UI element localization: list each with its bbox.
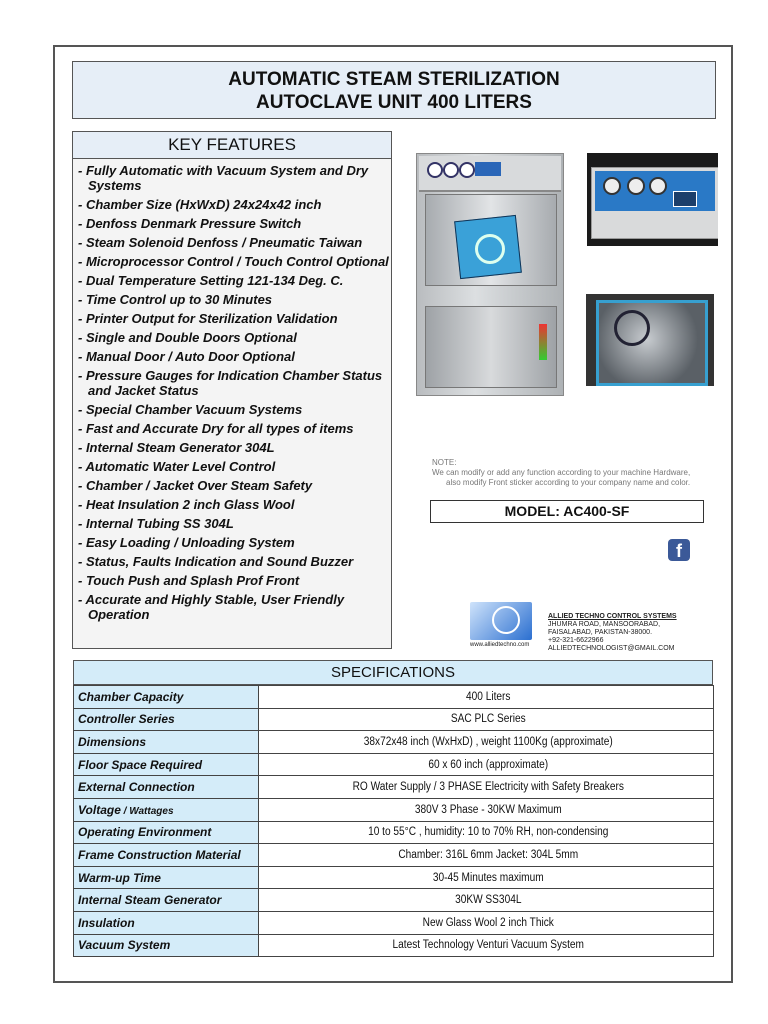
feature-item: - Steam Solenoid Denfoss / Pneumatic Taiwan [78, 235, 363, 250]
gauge-icon [443, 162, 459, 178]
table-row [74, 889, 714, 912]
feature-item: - Manual Door / Auto Door Optional [78, 349, 295, 364]
spec-value: SAC PLC Series [286, 708, 686, 731]
spec-label: Vacuum System [74, 934, 259, 957]
title-line-1: AUTOMATIC STEAM STERILIZATION [228, 69, 560, 90]
specifications-table [73, 685, 714, 957]
gauge-icon [627, 177, 645, 195]
table-row [74, 844, 714, 867]
company-email[interactable]: ALLIEDTECHNOLOGIST@GMAIL.COM [548, 645, 675, 652]
spec-label: Warm-up Time [74, 866, 259, 889]
table-row [74, 708, 714, 731]
spec-value: 60 x 60 inch (approximate) [286, 753, 686, 776]
company-info [548, 613, 677, 653]
feature-item: - Pressure Gauges for Indication Chamber Status and Jacket Status [78, 368, 383, 398]
feature-item: - Microprocessor Control / Touch Control Optional [78, 254, 389, 269]
company-logo [470, 602, 536, 650]
chamber-fitting [614, 310, 650, 346]
spec-label-suffix: / Wattages [120, 805, 174, 817]
facebook-icon[interactable]: f [668, 539, 690, 561]
specifications-heading: SPECIFICATIONS [73, 660, 713, 685]
key-features-panel [72, 131, 392, 649]
gauge-icon [649, 177, 667, 195]
feature-item: - Internal Steam Generator 304L [78, 440, 275, 455]
spec-label: External Connection [74, 776, 259, 799]
spec-label-main: Voltage [78, 802, 121, 817]
feature-item: - Heat Insulation 2 inch Glass Wool [78, 497, 295, 512]
spec-value: 400 Liters [286, 686, 686, 709]
feature-item: - Denfoss Denmark Pressure Switch [78, 216, 302, 231]
feature-item: - Touch Push and Splash Prof Front [78, 573, 300, 588]
door-wheel [475, 234, 505, 264]
page-title [72, 61, 716, 119]
spec-value: 38x72x48 inch (WxHxD) , weight 1100Kg (approximate) [286, 731, 686, 754]
spec-label: Dimensions [74, 731, 259, 754]
table-row [74, 821, 714, 844]
company-phone: +92-321-6622966 [548, 637, 604, 644]
title-line-2: AUTOCLAVE UNIT 400 LITERS [256, 92, 532, 113]
chamber-interior [596, 300, 708, 386]
spec-label: Internal Steam Generator [74, 889, 259, 912]
gauge-icon [459, 162, 475, 178]
spec-label [74, 798, 259, 821]
company-name: ALLIED TECHNO CONTROL SYSTEMS [548, 613, 677, 620]
table-row [74, 866, 714, 889]
feature-item: - Internal Tubing SS 304L [78, 516, 234, 531]
website-url[interactable]: www.alliedtechno.com [470, 642, 530, 648]
feature-item: - Time Control up to 30 Minutes [78, 292, 273, 307]
display-screen [475, 162, 501, 176]
spec-value: 30KW SS304L [286, 889, 686, 912]
feature-item: - Automatic Water Level Control [78, 459, 276, 474]
spec-label: Operating Environment [74, 821, 259, 844]
feature-item: - Chamber Size (HxWxD) 24x24x42 inch [78, 197, 322, 212]
feature-item: - Easy Loading / Unloading System [78, 535, 295, 550]
feature-item: - Accurate and Highly Stable, User Friendly Operation [78, 592, 345, 622]
table-row [74, 934, 714, 957]
spec-value: Latest Technology Venturi Vacuum System [286, 934, 686, 957]
table-row [74, 911, 714, 934]
spec-label: Chamber Capacity [74, 686, 259, 709]
spec-value: 380V 3 Phase - 30KW Maximum [286, 798, 686, 821]
feature-item: - Dual Temperature Setting 121-134 Deg. C. [78, 273, 344, 288]
spec-value: 30-45 Minutes maximum [286, 866, 686, 889]
feature-item: - Single and Double Doors Optional [78, 330, 297, 345]
company-address-2: FAISALABAD, PAKISTAN-38000. [548, 629, 653, 636]
spec-label: Frame Construction Material [74, 844, 259, 867]
spec-value: 10 to 55°C , humidity: 10 to 70% RH, non-condensing [286, 821, 686, 844]
table-row [74, 686, 714, 709]
spec-label: Insulation [74, 911, 259, 934]
company-address-1: JHUMRA ROAD, MANSOORABAD, [548, 621, 661, 628]
gauge-icon [603, 177, 621, 195]
feature-item: - Fully Automatic with Vacuum System and Dry Systems [78, 163, 369, 193]
feature-item: - Fast and Accurate Dry for all types of items [78, 421, 354, 436]
table-row [74, 753, 714, 776]
spec-value: New Glass Wool 2 inch Thick [286, 911, 686, 934]
spec-label: Controller Series [74, 708, 259, 731]
logo-ring [492, 606, 520, 634]
note-line-2: also modify Front sticker according to your company name and color. [446, 478, 691, 487]
logo-graphic [470, 602, 532, 640]
feature-item: - Special Chamber Vacuum Systems [78, 402, 303, 417]
chamber-interior-photo [586, 294, 714, 386]
table-row [74, 776, 714, 799]
table-row [74, 798, 714, 821]
feature-item: - Printer Output for Sterilization Validation [78, 311, 338, 326]
feature-item: - Chamber / Jacket Over Steam Safety [78, 478, 313, 493]
feature-item: - Status, Faults Indication and Sound Buzzer [78, 554, 354, 569]
key-features-heading: KEY FEATURES [73, 132, 391, 159]
note [432, 458, 732, 488]
note-label: NOTE: [432, 458, 457, 467]
control-panel [419, 156, 561, 192]
display-screen [673, 191, 697, 207]
key-features-list [73, 159, 391, 622]
autoclave-front-photo [416, 153, 564, 396]
control-panel-photo [587, 153, 718, 246]
gauge-icon [427, 162, 443, 178]
model-label: MODEL: AC400-SF [430, 500, 704, 523]
note-line-1: We can modify or add any function according to your machine Hardware, [432, 468, 691, 477]
spec-value: Chamber: 316L 6mm Jacket: 304L 5mm [286, 844, 686, 867]
level-indicator [539, 324, 547, 360]
spec-label: Floor Space Required [74, 753, 259, 776]
lower-cabinet [425, 306, 557, 388]
spec-value: RO Water Supply / 3 PHASE Electricity with Safety Breakers [286, 776, 686, 799]
table-row [74, 731, 714, 754]
